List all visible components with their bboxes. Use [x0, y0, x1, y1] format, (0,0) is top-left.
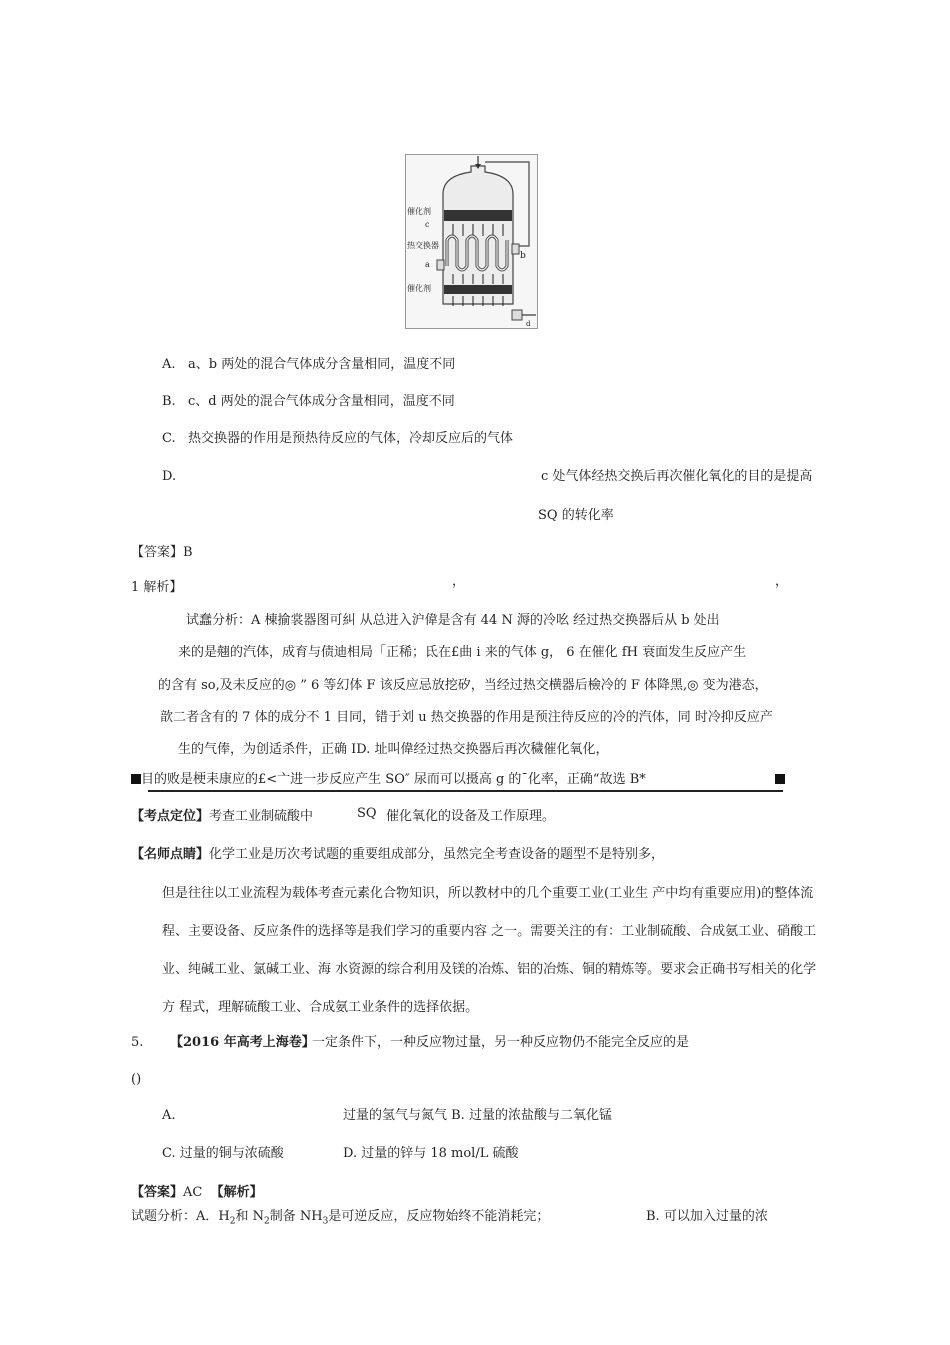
bullet-square-left [131, 774, 141, 784]
kaodian-text-2: 催化氧化的设备及工作原理。 [386, 809, 556, 824]
q4-option-b-letter: B. [162, 394, 176, 409]
q4-option-b-text: c、d 两处的混合气体成分含量相同，温度不同 [188, 394, 455, 409]
kaodian-label: 【考点定位】 [131, 809, 210, 824]
mingshi-line-3: 程、主要设备、反应条件的选择等是我们学习的重要内容 之一。需要关注的有：工业制硫酸、合成氨工业、硝酸工 [162, 924, 817, 939]
q5-ana-suffix: 是可逆反应，反应物始终不能消耗完； [328, 1209, 550, 1224]
mingshi-line-2: 但是往往以工业流程为载体考查元素化合物知识，所以教材中的几个重要工业(工业生 产中均有重要应用)的整体流 [162, 886, 814, 901]
q4-option-a-text: a、b 两处的混合气体成分含量相同，温度不同 [188, 357, 456, 372]
q4-option-d-text-line2: SQ 的转化率 [538, 508, 614, 523]
q5-ana-mid1: 和 N [235, 1209, 264, 1224]
q5-source: 【2016 年高考上海卷】 [170, 1035, 315, 1050]
stray-mark-1: ， [452, 574, 466, 589]
analysis-line-4: 歆二者含有的 7 体的成分不 1 目同，错于刘 u 热交换器的作用是预注待反应的冷的汽体，同 时冷抑反应产 [160, 710, 773, 725]
q5-option-c: C. 过量的铜与浓硫酸 [162, 1146, 284, 1161]
q5-answer-label: 【答案】 [131, 1185, 184, 1200]
analysis-line-6-text: 目的败是梗耒康应的£<亠进一步反应产生 SO″ 尿而可以摄高 g 的ˉ化率，正确“故选 B* [141, 772, 646, 787]
mingshi-line-1: 化学工业是历次考试题的重要组成部分，虽然完全考查设备的题型不是特别多， [209, 847, 665, 862]
label-a: a [425, 260, 430, 269]
q5-analysis-text [131, 1209, 549, 1227]
label-heat-exchanger: 热交换器 [407, 241, 439, 250]
q4-option-d-letter: D. [162, 469, 177, 484]
q4-option-d-text-line1: c 处气体经热交换后再次催化氧化的目的是提高 [541, 469, 813, 484]
q5-number: 5. [131, 1035, 144, 1050]
q5-ana-sub2: 2 [263, 1216, 270, 1227]
stray-mark-2: ， [775, 574, 789, 589]
q4-option-c-text: 热交换器的作用是预热待反应的气体，冷却反应后的气体 [188, 431, 514, 446]
q5-analysis-label: 【解析】 [210, 1185, 263, 1200]
q4-option-a-letter: A. [162, 357, 176, 372]
analysis-line-3: 的含有 so,及未反应的◎ ” 6 等幻体 F 该反应忌放挖矽，当经过热交横器后檢冷的 F 体降黑,◎ 变为港态， [158, 678, 768, 693]
mingshi-label: 【名师点睛】 [131, 847, 210, 862]
label-b: b [520, 251, 526, 261]
kaodian-so: SQ [357, 806, 377, 821]
q5-ana-mid2: 制备 NH [269, 1209, 323, 1224]
q5-options-ab: 过量的氢气与氮气 B. 过量的浓盐酸与二氧化锰 [343, 1108, 612, 1123]
label-d: d [526, 320, 531, 328]
q5-answer-row [131, 1185, 263, 1201]
analysis-line-2: 来的是翹的汽体，成育与债迪相局「正稀；氐在£曲 i 来的气体 g， 6 在催化 fH 衰面发生反应产生 [178, 645, 747, 660]
label-catalyst-bottom: 催化剂 [407, 284, 431, 293]
q5-stem: 一定条件下，一种反应物过量，另一种反应物仍不能完全反应的是 [312, 1035, 690, 1050]
label-catalyst-top: 催化剂 [407, 207, 431, 216]
mingshi-line-4: 业、纯碱工业、氯碱工业、海 水资源的综合利用及镁的冶炼、铝的冶炼、铜的精炼等。要求会正确书写相关的化学 [162, 962, 817, 977]
q5-option-a-letter: A. [162, 1108, 176, 1123]
analysis-line-1: 试蠢分析：A 棟揄裳器图可糾 从总进入沪偉是含有 44 N 溽的冷吆 经过热交换器后从 b 处出 [186, 613, 720, 628]
bullet-square-right [775, 772, 785, 788]
q5-ana-sub1: 2 [229, 1216, 236, 1227]
analysis-line-6 [131, 772, 646, 788]
q5-ana-sub3: 3 [322, 1216, 329, 1227]
q5-analysis-tail: B. 可以加入过量的浓 [646, 1209, 768, 1224]
reactor-diagram [405, 154, 538, 329]
q4-option-c-letter: C. [162, 431, 176, 446]
analysis-underline [148, 790, 783, 792]
kaodian-row [131, 809, 313, 825]
q5-ana-prefix: 试题分析：A．H [131, 1209, 230, 1224]
analysis-line-5: 生的气俸，为创适杀件，正确 ID. 址叫偉经过热交换器后再次穢催化氧化， [178, 742, 609, 757]
mingshi-row [131, 847, 664, 863]
kaodian-text-1: 考查工业制硫酸中 [209, 809, 314, 824]
label-c: c [425, 220, 430, 229]
q5-paren: () [131, 1072, 142, 1087]
q5-option-d: D. 过量的锌与 18 mol/L 硫酸 [343, 1146, 519, 1161]
q4-analysis-heading: 1 解析】 [131, 580, 183, 595]
q5-answer-value: AC [183, 1185, 203, 1200]
mingshi-line-5: 方 程式，理解硫酸工业、合成氨工业条件的选择依据。 [162, 1000, 479, 1015]
q4-answer: 【答案】B [131, 545, 193, 560]
